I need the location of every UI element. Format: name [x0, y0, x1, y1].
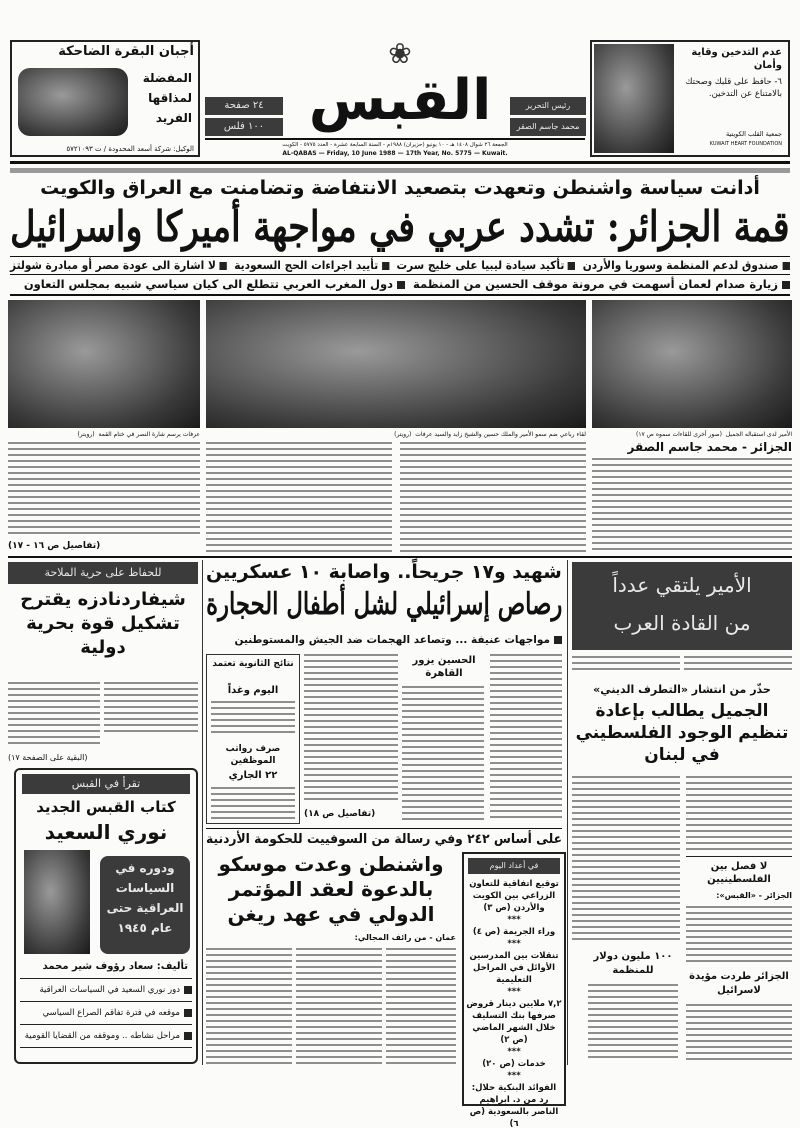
- rule: [686, 856, 792, 857]
- lead-body-col: [592, 458, 792, 552]
- separator: ***: [507, 939, 521, 949]
- caption: لقاء رباعي ضم سمو الأمير والملك حسين والشيخ زايد والسيد عرفات: [415, 431, 586, 438]
- lead-body-col: [400, 442, 586, 552]
- gemayel-body: [572, 776, 680, 942]
- bullet-icon: [220, 262, 227, 270]
- sub-row: [235, 632, 563, 648]
- no-separation-dateline: الجزائر - «القبس»:: [716, 891, 792, 900]
- inside-item: ٧,٢ ملايين دينار قروض صرفها بنك التسليف خلال الشهر الماضي (ص ٢): [466, 999, 562, 1045]
- gray-band: [10, 168, 790, 173]
- soviet-headline: واشنطن وعدت موسكو بالدعوة لعقد المؤتمر الدولي في عهد ريغن: [218, 852, 444, 926]
- soviet-body: [296, 948, 382, 1064]
- intifada-continued: (تفاصيل ص ١٨): [304, 809, 376, 819]
- book-item-text: دور نوري السعيد في السياسات العراقية: [39, 985, 180, 995]
- caption-row: [77, 430, 200, 439]
- exam-date: اليوم وغداً: [227, 685, 279, 696]
- rule: [10, 274, 790, 275]
- book-items: [20, 978, 192, 1048]
- no-separation-body: [686, 906, 792, 964]
- lead-kicker: [10, 176, 790, 200]
- book-cover-image: [24, 850, 90, 954]
- bullet-text: تأكيد سيادة ليبيا على خليج سرت: [396, 258, 565, 272]
- hussein-title: الحسين يزور القاهرة: [412, 655, 476, 679]
- ad-title: [18, 44, 194, 59]
- inside-today-box: [462, 852, 566, 1128]
- masthead-rule: [205, 138, 585, 140]
- caption: عرفات يرسم شارة النصر في ختام القمة: [98, 431, 200, 438]
- inside-item: الفوائد البنكية حلال: رد من د. ابراهيم الناصر بالسعودية (ص ٦): [469, 1083, 559, 1128]
- book-item: [20, 978, 192, 1001]
- bullet-icon: [382, 262, 389, 270]
- bullet-icon: [783, 262, 790, 270]
- intifada-headline: [206, 586, 562, 624]
- heart-foundation-ad: [590, 40, 790, 157]
- bullet-icon: [184, 1032, 192, 1040]
- book-panel: ودوره في السياسات العراقية حتى عام ١٩٤٥: [100, 856, 190, 954]
- book-item-row: [39, 979, 192, 1001]
- ad-org-en: KUWAIT HEART FOUNDATION: [709, 141, 782, 147]
- plo-fund-title: ١٠٠ مليون دولار للمنظمة: [593, 951, 673, 976]
- intifada-body: [490, 654, 562, 820]
- separator: ***: [507, 1071, 521, 1081]
- book-item-text: موقعه في فترة تفاقم الصراع السياسي: [42, 1008, 180, 1018]
- book-line1: كتاب القبس الجديد: [36, 798, 176, 816]
- bullet-icon: [184, 986, 192, 994]
- book-header: تقرأ في القبس: [22, 774, 190, 794]
- bullet-text: لا اشارة الى عودة مصر أو مبادرة شولتز: [10, 258, 217, 272]
- sidebar-box: [206, 654, 300, 824]
- navy-headline: شيفاردنادزه يقترح تشكيل قوة بحرية دولية: [20, 589, 186, 658]
- bullets-row: [24, 277, 790, 292]
- cheese-product-image: [18, 68, 128, 136]
- lead-body-col: [206, 442, 392, 552]
- photo-caption-right: [592, 430, 792, 439]
- inside-item: خدمات (ص ٢٠): [482, 1059, 546, 1069]
- algeria-expel-body: [686, 1004, 792, 1062]
- book-item-row: [43, 1002, 192, 1024]
- soviet-dateline: عمان - من رائف المجالي:: [354, 933, 456, 942]
- soviet-body: [386, 948, 456, 1064]
- editor-name: محمد جاسم الصقر: [510, 118, 586, 136]
- rule: [206, 828, 562, 829]
- salaries-date: ٢٢ الجاري: [228, 770, 278, 781]
- photo-caption-center: [206, 430, 586, 439]
- ad-body: ٦- حافظ على قلبك وصحتك بالامتناع عن التدخين.: [685, 77, 782, 99]
- intifada-headline-text: رصاص إسرائيلي لشل أطفال الحجارة: [205, 587, 562, 622]
- emir-box: [572, 562, 792, 650]
- ad-agent-text: الوكيل: شركة أسعد المحدودة / ت ٥٧٢١٠٩٣: [66, 145, 194, 153]
- lead-body-col: [8, 442, 200, 536]
- ad-photo: [594, 44, 674, 153]
- cheese-ad: [10, 40, 200, 157]
- inside-item: وراء الجريمة (ص ٤): [472, 927, 556, 937]
- caption-row: [636, 430, 792, 439]
- navy-continued: (البقية على الصفحة ١٧): [8, 753, 88, 762]
- byline: [592, 440, 792, 455]
- bullet-icon: [554, 636, 562, 644]
- emir-line1: الأمير يلتقي عدداً: [612, 573, 752, 597]
- ad-line: المفضلة: [142, 71, 192, 85]
- soviet-body: [206, 948, 292, 1064]
- soviet-kicker: [206, 831, 562, 848]
- intifada-body: [402, 686, 484, 820]
- credit: (رويتر): [77, 431, 95, 438]
- ad-line: لمذاقها: [148, 91, 192, 105]
- inside-label: في أعداد اليوم: [468, 858, 560, 874]
- book-item-text: مراحل نشاطه .. وموقفه من القضايا القومية: [24, 1031, 180, 1041]
- separator: ***: [507, 915, 521, 925]
- caption: الأمير لدى استقباله الجميل: [725, 431, 792, 438]
- gemayel-kicker: حذّر من انتشار «التطرف الديني»: [593, 683, 771, 696]
- bullet-text: صندوق لدعم المنظمة وسوريا والأردن: [583, 258, 779, 272]
- caption-row: [394, 430, 586, 439]
- book-author: [24, 960, 188, 974]
- inside-items: [466, 878, 562, 1128]
- intifada-sub: [206, 632, 562, 648]
- no-separation-title: لا فصل بين الفلسطينيين: [707, 861, 771, 885]
- ad-org: جمعية القلب الكويتية: [725, 130, 782, 138]
- book-item: [20, 1024, 192, 1048]
- bullet-text: زيارة صدام لعمان أسهمت في مرونة موقف الحسين من المنظمة: [413, 277, 778, 291]
- ad-title-text: أجبان البقرة الضاحكة: [58, 44, 194, 59]
- date-arabic: [205, 141, 585, 149]
- separator: ***: [507, 987, 521, 997]
- ad-agent: [18, 145, 194, 153]
- gemayel-body: [686, 776, 792, 850]
- bullet-icon: [568, 262, 575, 270]
- lotus-emblem-icon: ❀: [388, 37, 412, 70]
- bullet-icon: [782, 281, 790, 289]
- credit: (رويتر): [394, 431, 412, 438]
- lead-headline-text: قمة الجزائر: تشدد عربي في مواجهة أميركا واسرائيل: [10, 202, 790, 251]
- rule: [8, 556, 792, 558]
- emir-line2: من القادة العرب: [613, 611, 751, 635]
- emir-body: [684, 656, 792, 672]
- navy-body: [8, 682, 100, 746]
- book-item: [20, 1001, 192, 1024]
- book-title: نوري السعيد: [44, 820, 168, 844]
- exam-title: نتائج الثانوية تعتمد: [212, 659, 294, 669]
- algeria-expel-title: الجزائر طردت مؤيدة لاسرائيل: [689, 971, 789, 996]
- summit-photo: [206, 300, 586, 428]
- bullet-icon: [184, 1009, 192, 1017]
- bullet-text: تأييد اجراءات الحج السعودية: [234, 258, 379, 272]
- credit: (صور أخرى للقاءات سموه ص ١٧): [635, 431, 722, 438]
- bullets-row: [10, 258, 790, 273]
- sub-text: مواجهات عنيفة ... وتصاعد الهجمات ضد الجيش والمستوطنين: [234, 634, 550, 646]
- plo-fund-body: [588, 984, 678, 1062]
- lead-headline: [10, 201, 790, 253]
- bullet-text: دول المغرب العربي تتطلع الى كيان سياسي شبيه بمجلس التعاون: [23, 277, 394, 291]
- photo-caption-left: [8, 430, 200, 439]
- gemayel-headline: الجميل يطالب بإعادة تنظيم الوجود الفلسطيني في لبنان: [575, 701, 789, 765]
- salaries-body: [211, 787, 295, 819]
- book-item-row: [25, 1025, 192, 1047]
- soviet-kicker-text: على أساس ٢٤٢ وفي رسالة من السوفييت للحكومة الأردنية: [206, 832, 562, 847]
- lead-bullets-row1: [10, 258, 790, 273]
- salaries-title: صرف رواتب الموظفين: [225, 744, 281, 766]
- navy-label: للحفاظ على حرية الملاحة: [8, 562, 198, 584]
- separator: ***: [507, 1047, 521, 1057]
- masthead-double-rule: [10, 161, 790, 164]
- lead-bullets-row2: [10, 277, 790, 292]
- ad-lines: [132, 68, 192, 128]
- navy-body: [104, 682, 198, 734]
- date-english: AL-QABAS — Friday, 10 June 1988 — 17th Year, No. 5775 — Kuwait.: [282, 150, 508, 157]
- ad-line: الفريد: [155, 111, 192, 125]
- column-rule: [202, 560, 203, 1065]
- lead-kicker-text: أدانت سياسة واشنطن وتعهدت بتصعيد الانتفاضة وتضامنت مع العراق والكويت: [40, 177, 760, 199]
- intifada-body: [304, 654, 398, 802]
- price: ١٠٠ فلس: [205, 118, 283, 136]
- book-author-text: تأليف: سعاد رؤوف شير محمد: [42, 961, 188, 972]
- logo: القبس: [308, 68, 492, 133]
- emir-photo: [592, 300, 792, 428]
- bullet-icon: [397, 281, 405, 289]
- arafat-photo: [8, 300, 200, 428]
- lead-continued: (تفاصيل ص ١٦ - ١٧): [8, 541, 101, 551]
- emir-body: [572, 656, 680, 672]
- book-promo: [14, 768, 198, 1064]
- exam-body: [211, 701, 295, 737]
- byline-text: الجزائر - محمد جاسم الصقر: [627, 440, 792, 454]
- inside-item: تنقلات بين المدرسين الأوائل في المراحل التعليمية: [469, 951, 559, 985]
- page-count: ٢٤ صفحة: [205, 97, 283, 115]
- ad-slogan: عدم التدخين وقاية وأمان: [691, 47, 782, 71]
- intifada-kicker: [206, 560, 562, 584]
- editor-label: رئيس التحرير: [510, 97, 586, 115]
- intifada-kicker-text: شهيد و١٧ جريحاً.. واصابة ١٠ عسكريين: [206, 561, 562, 583]
- date-arabic-text: الجمعة ٢٦ شوال ١٤٠٨ هـ - ١٠ يونيو (حزيران) ١٩٨٨م - السنة السابعة عشرة - العدد ٥٧٧٥ - الكويت: [282, 142, 508, 148]
- rule: [10, 294, 790, 296]
- rule: [10, 256, 790, 257]
- column-rule: [567, 560, 568, 1065]
- inside-item: توقيع اتفاقية للتعاون الزراعي بين الكويت والأردن (ص ٣): [469, 879, 559, 913]
